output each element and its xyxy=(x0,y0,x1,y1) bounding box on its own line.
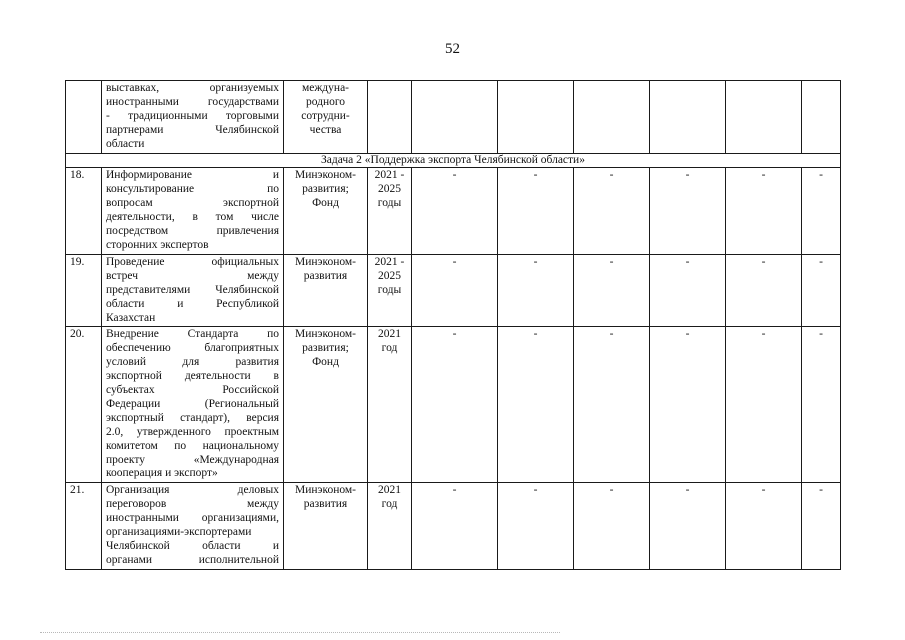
measures-table xyxy=(65,80,841,570)
indicator-cell: - xyxy=(650,327,726,483)
cell-line: Минэконом- xyxy=(294,484,356,497)
description-line: Казахстан xyxy=(106,311,156,324)
indicator-cell xyxy=(498,81,574,154)
cell-line: 2021 - xyxy=(374,255,405,268)
responsible-executor xyxy=(284,327,368,483)
indicator-cell xyxy=(650,81,726,154)
task-header: Задача 2 «Поддержка экспорта Челябинской области» xyxy=(66,153,841,168)
responsible-executor xyxy=(284,81,368,154)
description-line: иностранными организациями, xyxy=(106,512,279,525)
cell-line: развития; xyxy=(302,183,349,196)
implementation-term xyxy=(368,483,412,569)
indicator-cell: - xyxy=(574,327,650,483)
description-line: Челябинской области и xyxy=(106,540,279,552)
description-line: Федерации (Региональный xyxy=(106,397,279,410)
cell-line: родного xyxy=(305,95,346,108)
indicator-cell: - xyxy=(412,168,498,254)
bottom-rule xyxy=(40,632,560,633)
responsible-executor xyxy=(284,254,368,327)
indicator-cell: - xyxy=(726,168,802,254)
measure-description xyxy=(102,483,284,569)
task-header-row xyxy=(66,153,841,168)
description-line: партнерами Челябинской xyxy=(106,123,279,136)
cell-line: развития xyxy=(303,269,348,282)
description-line: области и Республикой xyxy=(106,297,279,310)
table-row xyxy=(66,168,841,254)
indicator-cell: - xyxy=(498,168,574,254)
cell-line: междуна- xyxy=(301,82,350,94)
description-line: экспортный стандарт), версия xyxy=(106,411,279,424)
indicator-cell: - xyxy=(498,483,574,569)
indicator-cell: - xyxy=(574,254,650,327)
cell-line: 2021 - xyxy=(374,169,405,182)
implementation-term xyxy=(368,81,412,154)
description-line: переговоров между xyxy=(106,498,279,511)
measure-description xyxy=(102,81,284,154)
indicator-cell: - xyxy=(650,254,726,327)
implementation-term xyxy=(368,168,412,254)
indicator-cell: - xyxy=(412,327,498,483)
cell-line: развития; xyxy=(302,342,349,355)
table-body xyxy=(66,81,841,570)
cell-line: 2025 xyxy=(378,183,401,196)
table-row xyxy=(66,254,841,327)
description-line: Информирование и xyxy=(106,169,279,182)
measure-description xyxy=(102,168,284,254)
cell-line: Фонд xyxy=(312,356,339,369)
cell-line: Фонд xyxy=(312,197,339,210)
indicator-cell: - xyxy=(412,483,498,569)
cell-line: 2021 xyxy=(378,328,401,341)
responsible-executor xyxy=(284,168,368,254)
page-number: 52 xyxy=(445,41,460,57)
description-line: комитетом по национальному xyxy=(106,439,279,452)
description-line: организациями-экспортерами xyxy=(106,526,252,539)
implementation-term xyxy=(368,327,412,483)
row-number: 20. xyxy=(66,327,102,483)
description-line: посредством привлечения xyxy=(106,225,279,238)
indicator-cell: - xyxy=(574,483,650,569)
cell-line: год xyxy=(381,342,398,355)
indicator-cell: - xyxy=(726,327,802,483)
row-number: 19. xyxy=(66,254,102,327)
table-row xyxy=(66,327,841,483)
description-line: встреч между xyxy=(106,269,279,282)
description-line: консультирование по xyxy=(106,183,279,196)
indicator-cell: - xyxy=(498,254,574,327)
indicator-cell: - xyxy=(802,327,841,483)
indicator-cell: - xyxy=(802,168,841,254)
description-line: Организация деловых xyxy=(106,484,279,497)
description-line: деятельности, в том числе xyxy=(106,211,279,224)
table-row xyxy=(66,483,841,569)
measure-description xyxy=(102,254,284,327)
description-line: выставках, организуемых xyxy=(106,82,279,94)
measure-description xyxy=(102,327,284,483)
table-row xyxy=(66,81,841,154)
row-number: 18. xyxy=(66,168,102,254)
cell-line: годы xyxy=(377,197,402,210)
description-line: области xyxy=(106,137,145,150)
cell-line: год xyxy=(381,498,398,511)
indicator-cell xyxy=(802,81,841,154)
implementation-term xyxy=(368,254,412,327)
description-line: субъектах Российской xyxy=(106,384,279,397)
row-number: 21. xyxy=(66,483,102,569)
description-line: - традиционными торговыми xyxy=(106,109,279,122)
description-line: кооперация и экспорт» xyxy=(106,467,218,480)
indicator-cell: - xyxy=(802,254,841,327)
cell-line: годы xyxy=(377,283,402,296)
description-line: сторонних экспертов xyxy=(106,238,209,251)
description-line: проекту «Международная xyxy=(106,453,279,466)
indicator-cell: - xyxy=(650,168,726,254)
row-number xyxy=(66,81,102,154)
indicator-cell: - xyxy=(650,483,726,569)
indicator-cell: - xyxy=(726,483,802,569)
cell-line: Минэконом- xyxy=(294,328,356,341)
description-line: условий для развития xyxy=(106,356,279,369)
description-line: экспортной деятельности в xyxy=(106,370,279,383)
indicator-cell: - xyxy=(574,168,650,254)
description-line: представителями Челябинской xyxy=(106,283,279,296)
description-line: обеспечению благоприятных xyxy=(106,342,279,355)
indicator-cell: - xyxy=(726,254,802,327)
indicator-cell xyxy=(726,81,802,154)
indicator-cell: - xyxy=(412,254,498,327)
description-line: 2.0, утвержденного проектным xyxy=(106,425,279,438)
indicator-cell xyxy=(412,81,498,154)
description-line: Проведение официальных xyxy=(106,255,279,268)
cell-line: сотрудни- xyxy=(301,109,350,122)
indicator-cell: - xyxy=(498,327,574,483)
cell-line: чества xyxy=(309,123,342,136)
cell-line: 2025 xyxy=(378,269,401,282)
cell-line: Минэконом- xyxy=(294,255,356,268)
cell-line: 2021 xyxy=(378,484,401,497)
cell-line: развития xyxy=(303,498,348,511)
responsible-executor xyxy=(284,483,368,569)
indicator-cell: - xyxy=(802,483,841,569)
description-line: иностранными государствами xyxy=(106,95,279,108)
indicator-cell xyxy=(574,81,650,154)
description-line: Внедрение Стандарта по xyxy=(106,328,279,341)
description-line: органами исполнительной xyxy=(106,553,279,566)
description-line: вопросам экспортной xyxy=(106,197,279,210)
cell-line: Минэконом- xyxy=(294,169,356,182)
